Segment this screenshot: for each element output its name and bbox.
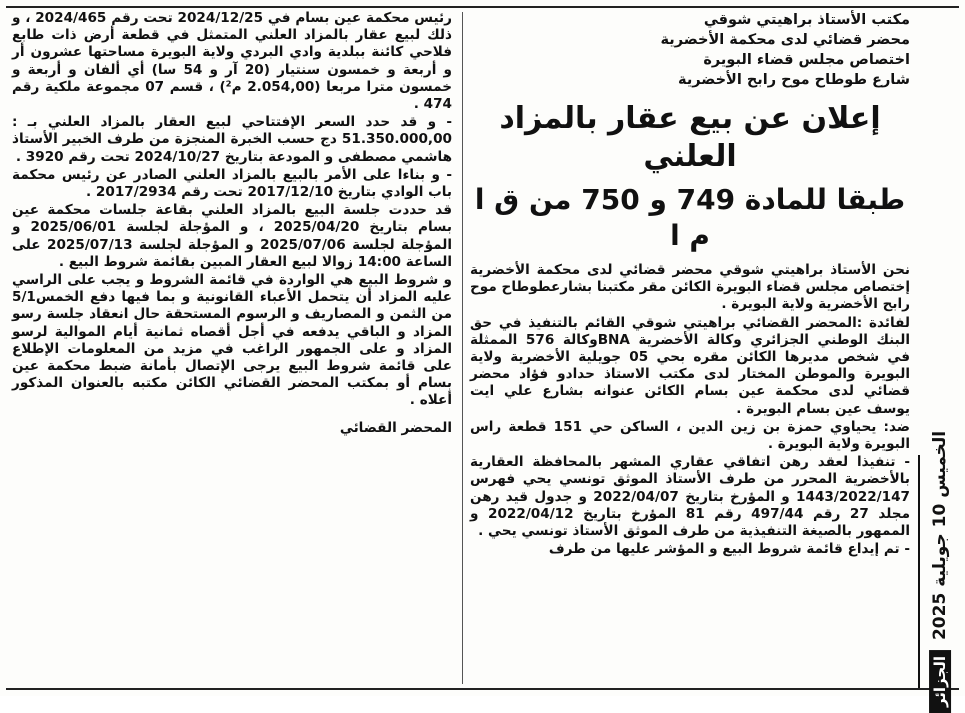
right-column <box>470 10 910 559</box>
paragraph: - تم إيداع قائمة شروط البيع و المؤشر عليها من طرف <box>548 541 910 558</box>
left-column <box>12 10 452 436</box>
paragraph: - و قد حدد السعر الإفتتاحي لبيع العقار بالمزاد العلني بـ : 51.350.000,00 دج حسب الخبرة المنجزة من طرف الخبير الأستاذ هاشمي مصطفى و المودعة بتاريخ 2024/10/27 تحت رقم 3920 . <box>12 114 452 165</box>
header-line: اختصاص مجلس قضاء البويرة <box>703 52 910 68</box>
bottom-rule <box>6 688 959 690</box>
paragraph: و شروط البيع هي الواردة في قائمة الشروط و يجب على الراسي عليه المزاد أن يتحمل الأعباء القانونية و بما فيها دفع الخمس5/1 من الثمن و المصاريف و الرسوم المستحقة حال انعقاد جلسة رسو المزاد و الباقي يدفعه في أجل أقصاه ثمانية أيام الموالية لرسو المزاد و على الجمهور الراغب في مزيد من المعلومات الإطلاع على قائمة شروط البيع يرجى الإتصال بأمانة ضبط محكمة عين بسام أو بمكتب المحضر القضائي الكائن مكتبه بالعنوان المذكور أعلاه . <box>12 272 452 409</box>
notice-subtitle: طبقا للمادة 749 و 750 من ق ا م ا <box>474 183 906 252</box>
paragraph: - تنفيذا لعقد رهن اتفاقي عقاري المشهر بالمحافظة العقارية بالأخضرية المحرر من طرف الأستاذ الموثق تونسي يحي فهرس 1443/2022/147 و المؤرخ بتاريخ 2022/04/07 و جدول قيد رهن مجلد 27 رقم 497/44 رقم 81 المؤرخ بتاريخ 2022/04/12 و الممهور بالصيغة التنفيذية من طرف الموثق الأستاذ تونسي يحي . <box>470 454 911 540</box>
top-rule <box>6 6 959 8</box>
signature: المحضر القضائي <box>339 419 452 436</box>
notice-title: إعلان عن بيع عقار بالمزاد العلني <box>499 101 881 174</box>
paragraph: ضد: يحياوي حمزة بن زين الدين ، الساكن حي 151 قطعة راس البويرة ولاية البويرة . <box>470 418 910 453</box>
paragraph: - و بناءا على الأمر بالبيع بالمزاد العلني الصادر عن رئيس محكمة باب الوادي بتاريخ 2017/12/10 تحت رقم 2017/2934 . <box>12 166 452 201</box>
header-line: مكتب الأستاذ براهيتي شوقي <box>703 12 910 28</box>
header-line: محضر قضائي لدى محكمة الأخضرية <box>660 32 910 48</box>
newspaper-name: الجزائر <box>929 650 951 713</box>
office-header <box>470 10 910 90</box>
side-strip <box>918 430 960 707</box>
header-line: شارع طوطاح موح رابح الأخضرية <box>678 72 910 88</box>
column-divider <box>462 12 463 684</box>
paragraph: رئيس محكمة عين بسام في 2024/12/25 تحت رقم 2024/465 ، و ذلك لبيع عقار بالمزاد العلني المتمثل في قطعة أرض ذات طابع فلاحي كائنة ببلدية وادي البردي ولاية البويرة مساحتها عشرون أر و أربعة و خمسون سنتيار (20 آر و 54 سا) أي ألفان و أربعة و خمسون مترا مربعا (2.054,00 م²) ، قسم 07 مجموعة ملكية رقم 474 . <box>12 10 452 113</box>
paragraph: نحن الأستاذ براهيتي شوقي محضر قضائي لدى محكمة الأخضرية إختصاص مجلس قضاء البويرة الكائن مقر مكتبنا بشارعطوطاح موح رابح الأخضرية ولاية البويرة . <box>470 262 910 313</box>
paragraph: قد حددت جلسة البيع بالمزاد العلني بقاعة جلسات محكمة عين بسام بتاريخ 2025/04/20 ، و المؤجلة لجلسة 2025/06/01 و المؤجلة لجلسة 2025/07/06 و المؤجلة لجلسة 2025/07/13 على الساعة 14:00 زوالا لبيع العقار المبين بقائمة شروط البيع . <box>12 202 453 270</box>
paragraph: لفائدة :المحضر القضائي براهيتي شوقي القائم بالتنفيذ في حق البنك الوطني الجزائري وكالة الأخضرية BNAوكالة 576 الممثلة في شخص مديرها الكائن مقره بحي 05 جويلية الأخضرية ولاية البويرة والموطن المختار لدى مكتب الاستاذ حدادو فؤاد محضر قضائي لدى محكمة عين بسام الكائن عنوانه بشارع علي ايت يوسف عين بسام البويرة . <box>470 314 910 417</box>
side-strip-content <box>929 430 951 712</box>
publication-date: الخميس 10 جويلية 2025 <box>930 430 951 640</box>
